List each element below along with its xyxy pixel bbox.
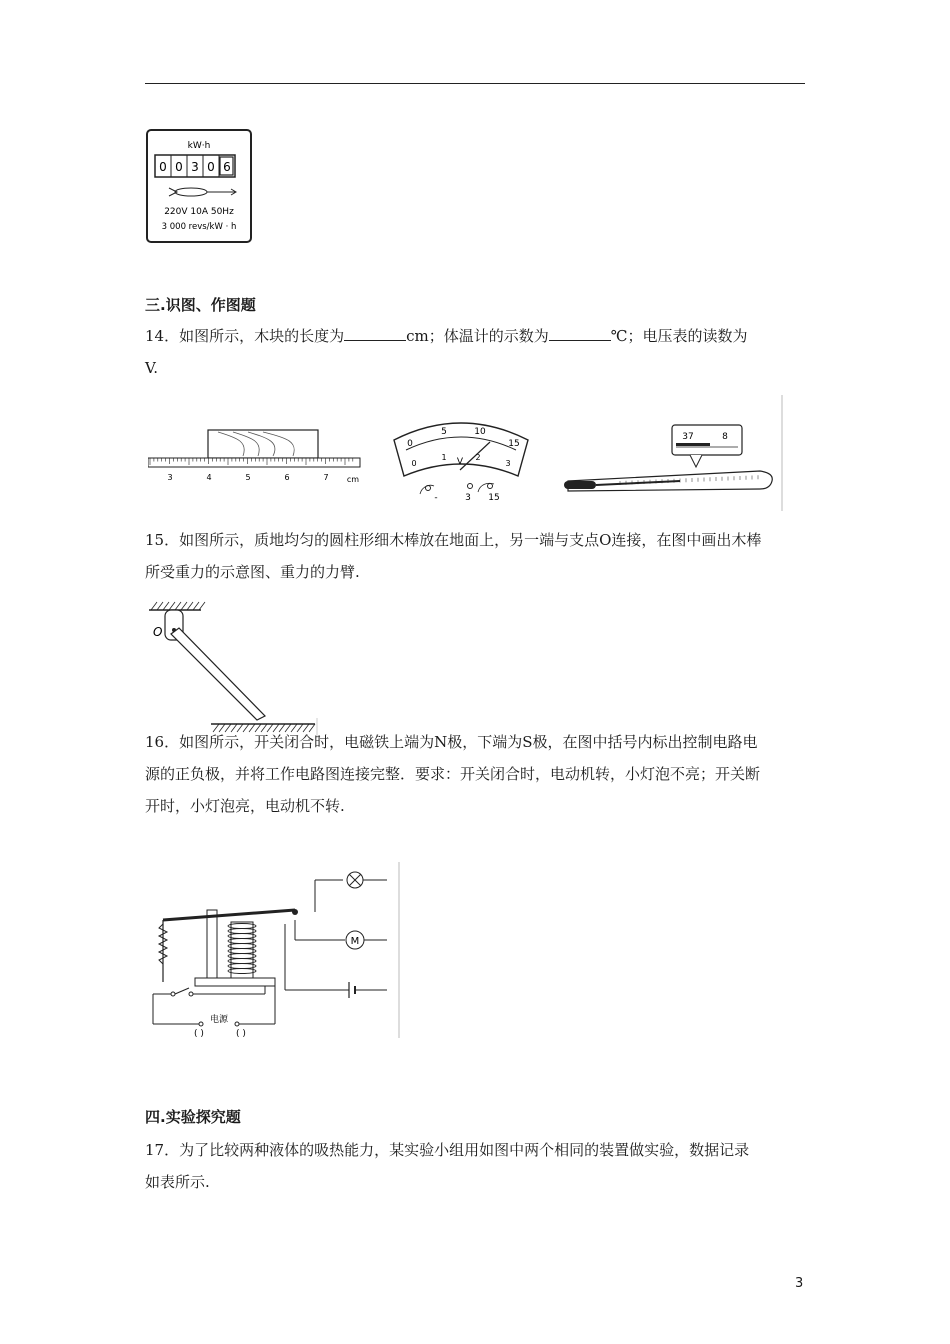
- page-number: 3: [795, 1276, 804, 1291]
- q15-text-2: 所受重力的示意图、重力的力臂.: [145, 563, 360, 581]
- electricity-meter-figure: [145, 128, 253, 244]
- ruler-tick-label: 4: [206, 473, 212, 482]
- q16-text-1: 16．如图所示，开关闭合时，电磁铁上端为N极，下端为S极，在图中括号内标出控制电路电: [145, 733, 758, 751]
- relay-armature: [163, 910, 295, 920]
- question-15: [145, 524, 810, 588]
- q14-text-3: ℃；电压表的读数为: [610, 327, 748, 345]
- pivot-label: O: [153, 625, 163, 639]
- ruler-tick-label: 5: [245, 473, 251, 482]
- section-4-title: 四.实验探究题: [145, 1108, 241, 1126]
- q14-blank-length[interactable]: [344, 326, 406, 341]
- voltmeter-inner-label: 2: [475, 453, 481, 462]
- voltmeter-outer-label: 10: [474, 427, 486, 437]
- meter-digit: 3: [191, 160, 199, 174]
- meter-spec-line-2: 3 000 revs/kW · h: [161, 222, 237, 232]
- voltmeter-terminals: [420, 483, 494, 494]
- voltmeter-outer-label: 15: [508, 439, 520, 449]
- meter-digit: 0: [207, 160, 215, 174]
- relay-circuit-figure: [145, 862, 405, 1040]
- question-16: [145, 726, 810, 822]
- voltmeter-inner-label: 1: [441, 453, 447, 462]
- ceiling-hatching: [149, 602, 205, 610]
- voltmeter-terminal-label: 3: [465, 493, 471, 503]
- question-14: [145, 320, 810, 384]
- ruler-tick-label: 7: [323, 473, 329, 482]
- section-3-title: 三.识图、作图题: [145, 296, 256, 314]
- header-rule: [145, 83, 805, 84]
- thermometer-label: 37: [682, 432, 694, 442]
- voltmeter-terminal-label: 15: [488, 493, 500, 503]
- voltmeter-inner-label: 3: [505, 459, 511, 468]
- voltmeter-figure: [390, 412, 532, 506]
- voltmeter-outer-label: 5: [441, 427, 447, 437]
- q14-text-2: cm；体温计的示数为: [406, 327, 549, 345]
- control-switch: [175, 988, 189, 994]
- meter-digit: 0: [159, 160, 167, 174]
- q16-text-3: 开时，小灯泡亮，电动机不转.: [145, 797, 345, 815]
- thermometer-figure: [560, 395, 785, 513]
- q14-blank-temperature[interactable]: [549, 326, 611, 341]
- q17-text-1: 17．为了比较两种液体的吸热能力，某实验小组用如图中两个相同的装置做实验，数据记录: [145, 1141, 750, 1159]
- ruler-tick-label: 6: [284, 473, 290, 482]
- question-17: [145, 1134, 810, 1198]
- battery-icon: [349, 982, 355, 998]
- meter-unit-label: kW·h: [187, 141, 211, 151]
- voltmeter-terminal-label: -: [434, 493, 438, 503]
- source-left-bracket: ( ): [194, 1029, 204, 1039]
- voltmeter-inner-label: 0: [411, 459, 417, 468]
- wooden-rod: [171, 628, 265, 720]
- q14-text-1: 14．如图所示，木块的长度为: [145, 327, 345, 345]
- ruler-tick-label: 3: [167, 473, 173, 482]
- meter-digit: 6: [223, 160, 231, 174]
- power-source-label: 电源: [209, 1015, 229, 1025]
- q16-text-2: 源的正负极，并将工作电路图连接完整．要求：开关闭合时，电动机转，小灯泡不亮；开关断: [145, 765, 761, 783]
- lever-figure: [145, 598, 320, 740]
- meter-spec-line-1: 220V 10A 50Hz: [164, 207, 234, 217]
- motor-symbol: M: [350, 936, 360, 947]
- q17-text-2: 如表所示.: [145, 1173, 210, 1191]
- thermometer-bulb: [564, 481, 596, 489]
- ruler-figure: [148, 428, 366, 490]
- source-right-bracket: ( ): [236, 1029, 246, 1039]
- thermometer-label: 8: [722, 432, 728, 442]
- meter-digit: 0: [175, 160, 183, 174]
- q14-text-4: V.: [145, 359, 158, 377]
- voltmeter-symbol: V: [456, 457, 464, 467]
- q15-text-1: 15．如图所示，质地均匀的圆柱形细木棒放在地面上，另一端与支点O连接，在图中画出木棒: [145, 531, 762, 549]
- ruler-unit-label: cm: [346, 475, 360, 484]
- electromagnet-core: [231, 922, 253, 978]
- voltmeter-outer-label: 0: [407, 439, 413, 449]
